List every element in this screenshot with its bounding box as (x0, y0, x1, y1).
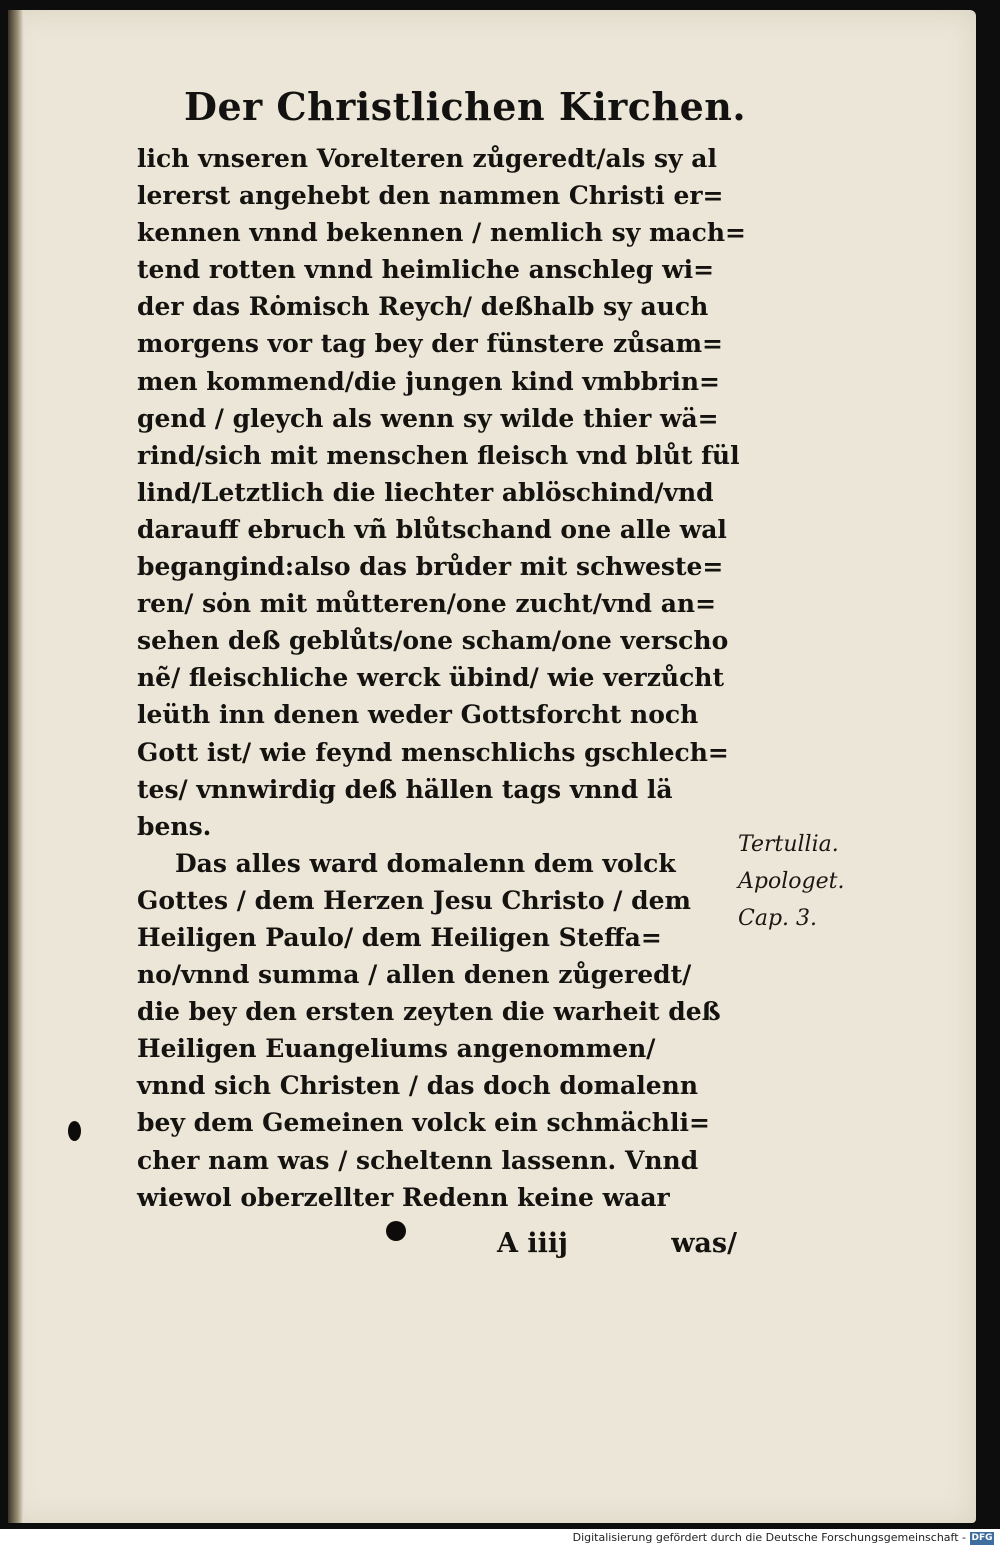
marginal-line: Tertullia. (738, 832, 839, 857)
text-line: kennen vnnd bekennen / nemlich sy mach= (137, 218, 746, 248)
text-line: sehen deß geblůts/one scham/one verscho (137, 626, 729, 656)
paragraph-line: no/vnnd summa / allen denen zůgeredt/ (137, 960, 692, 990)
text-line: nẽ/ fleischliche werck übind/ wie verzůcht (137, 663, 725, 693)
paragraph-line: bey dem Gemeinen volck ein schmächli= (137, 1108, 710, 1138)
marginal-line: Cap. 3. (738, 906, 818, 931)
body-text (137, 140, 746, 1216)
text-line: lich vnseren Vorelteren zůgeredt/als sy al (137, 144, 717, 173)
text-line: rind/sich mit menschen fleisch vnd blůt fül (137, 440, 740, 470)
catchline (137, 1228, 737, 1268)
text-line: lererst angehebt den nammen Christi er= (137, 181, 724, 211)
text-line: leüth inn denen weder Gottsforcht noch (137, 700, 699, 730)
dfg-logo-icon: DFG (971, 1533, 993, 1543)
signature-mark: A iiij (497, 1228, 568, 1259)
text-line: bens. (137, 811, 212, 841)
paragraph-line: vnnd sich Christen / das doch domalenn (137, 1071, 698, 1101)
text-line: begangind:also das brůder mit schweste= (137, 552, 724, 582)
footer-text: Digitalisierung gefördert durch die Deutsche Forschungsgemeinschaft - (572, 1531, 966, 1544)
text-line: lind/Letztlich die liechter ablöschind/vnd (137, 477, 714, 507)
text-line: der das Rȯmisch Reych/ deßhalb sy auch (137, 292, 709, 322)
text-line: ren/ sȯn mit můtteren/one zucht/vnd an= (137, 589, 717, 619)
text-line: tes/ vnnwirdig deß hällen tags vnnd lä (137, 774, 673, 804)
marginal-note (738, 826, 844, 937)
ink-blot (68, 1121, 81, 1141)
text-line: gend / gleych als wenn sy wilde thier wä= (137, 403, 719, 433)
paragraph-line: Gottes / dem Herzen Jesu Christo / dem (137, 885, 691, 915)
marginal-line: Apologet. (738, 869, 845, 894)
text-line: men kommend/die jungen kind vmbbrin= (137, 366, 720, 396)
text-line: tend rotten vnnd heimliche anschleg wi= (137, 255, 715, 285)
paragraph-line: Heiligen Euangeliums angenommen/ (137, 1034, 656, 1064)
text-line: Gott ist/ wie feynd menschlichs gschlech= (137, 737, 729, 767)
running-head: Der Christlichen Kirchen. (184, 84, 747, 129)
paragraph-line: Das alles ward domalenn dem volck (175, 848, 676, 878)
page-gutter (8, 10, 24, 1523)
paragraph-line: wiewol oberzellter Redenn keine waar (137, 1182, 670, 1212)
text-line: morgens vor tag bey der fünstere zůsam= (137, 329, 723, 359)
ink-blot (386, 1221, 406, 1241)
paragraph-line: die bey den ersten zeyten die warheit deß (137, 997, 721, 1027)
paragraph-line: cher nam was / scheltenn lassenn. Vnnd (137, 1145, 699, 1175)
paragraph-line: Heiligen Paulo/ dem Heiligen Steffa= (137, 922, 662, 952)
catchword: was/ (671, 1228, 737, 1259)
footer-bar (0, 1529, 1000, 1549)
text-line: darauff ebruch vñ blůtschand one alle wal (137, 514, 727, 544)
